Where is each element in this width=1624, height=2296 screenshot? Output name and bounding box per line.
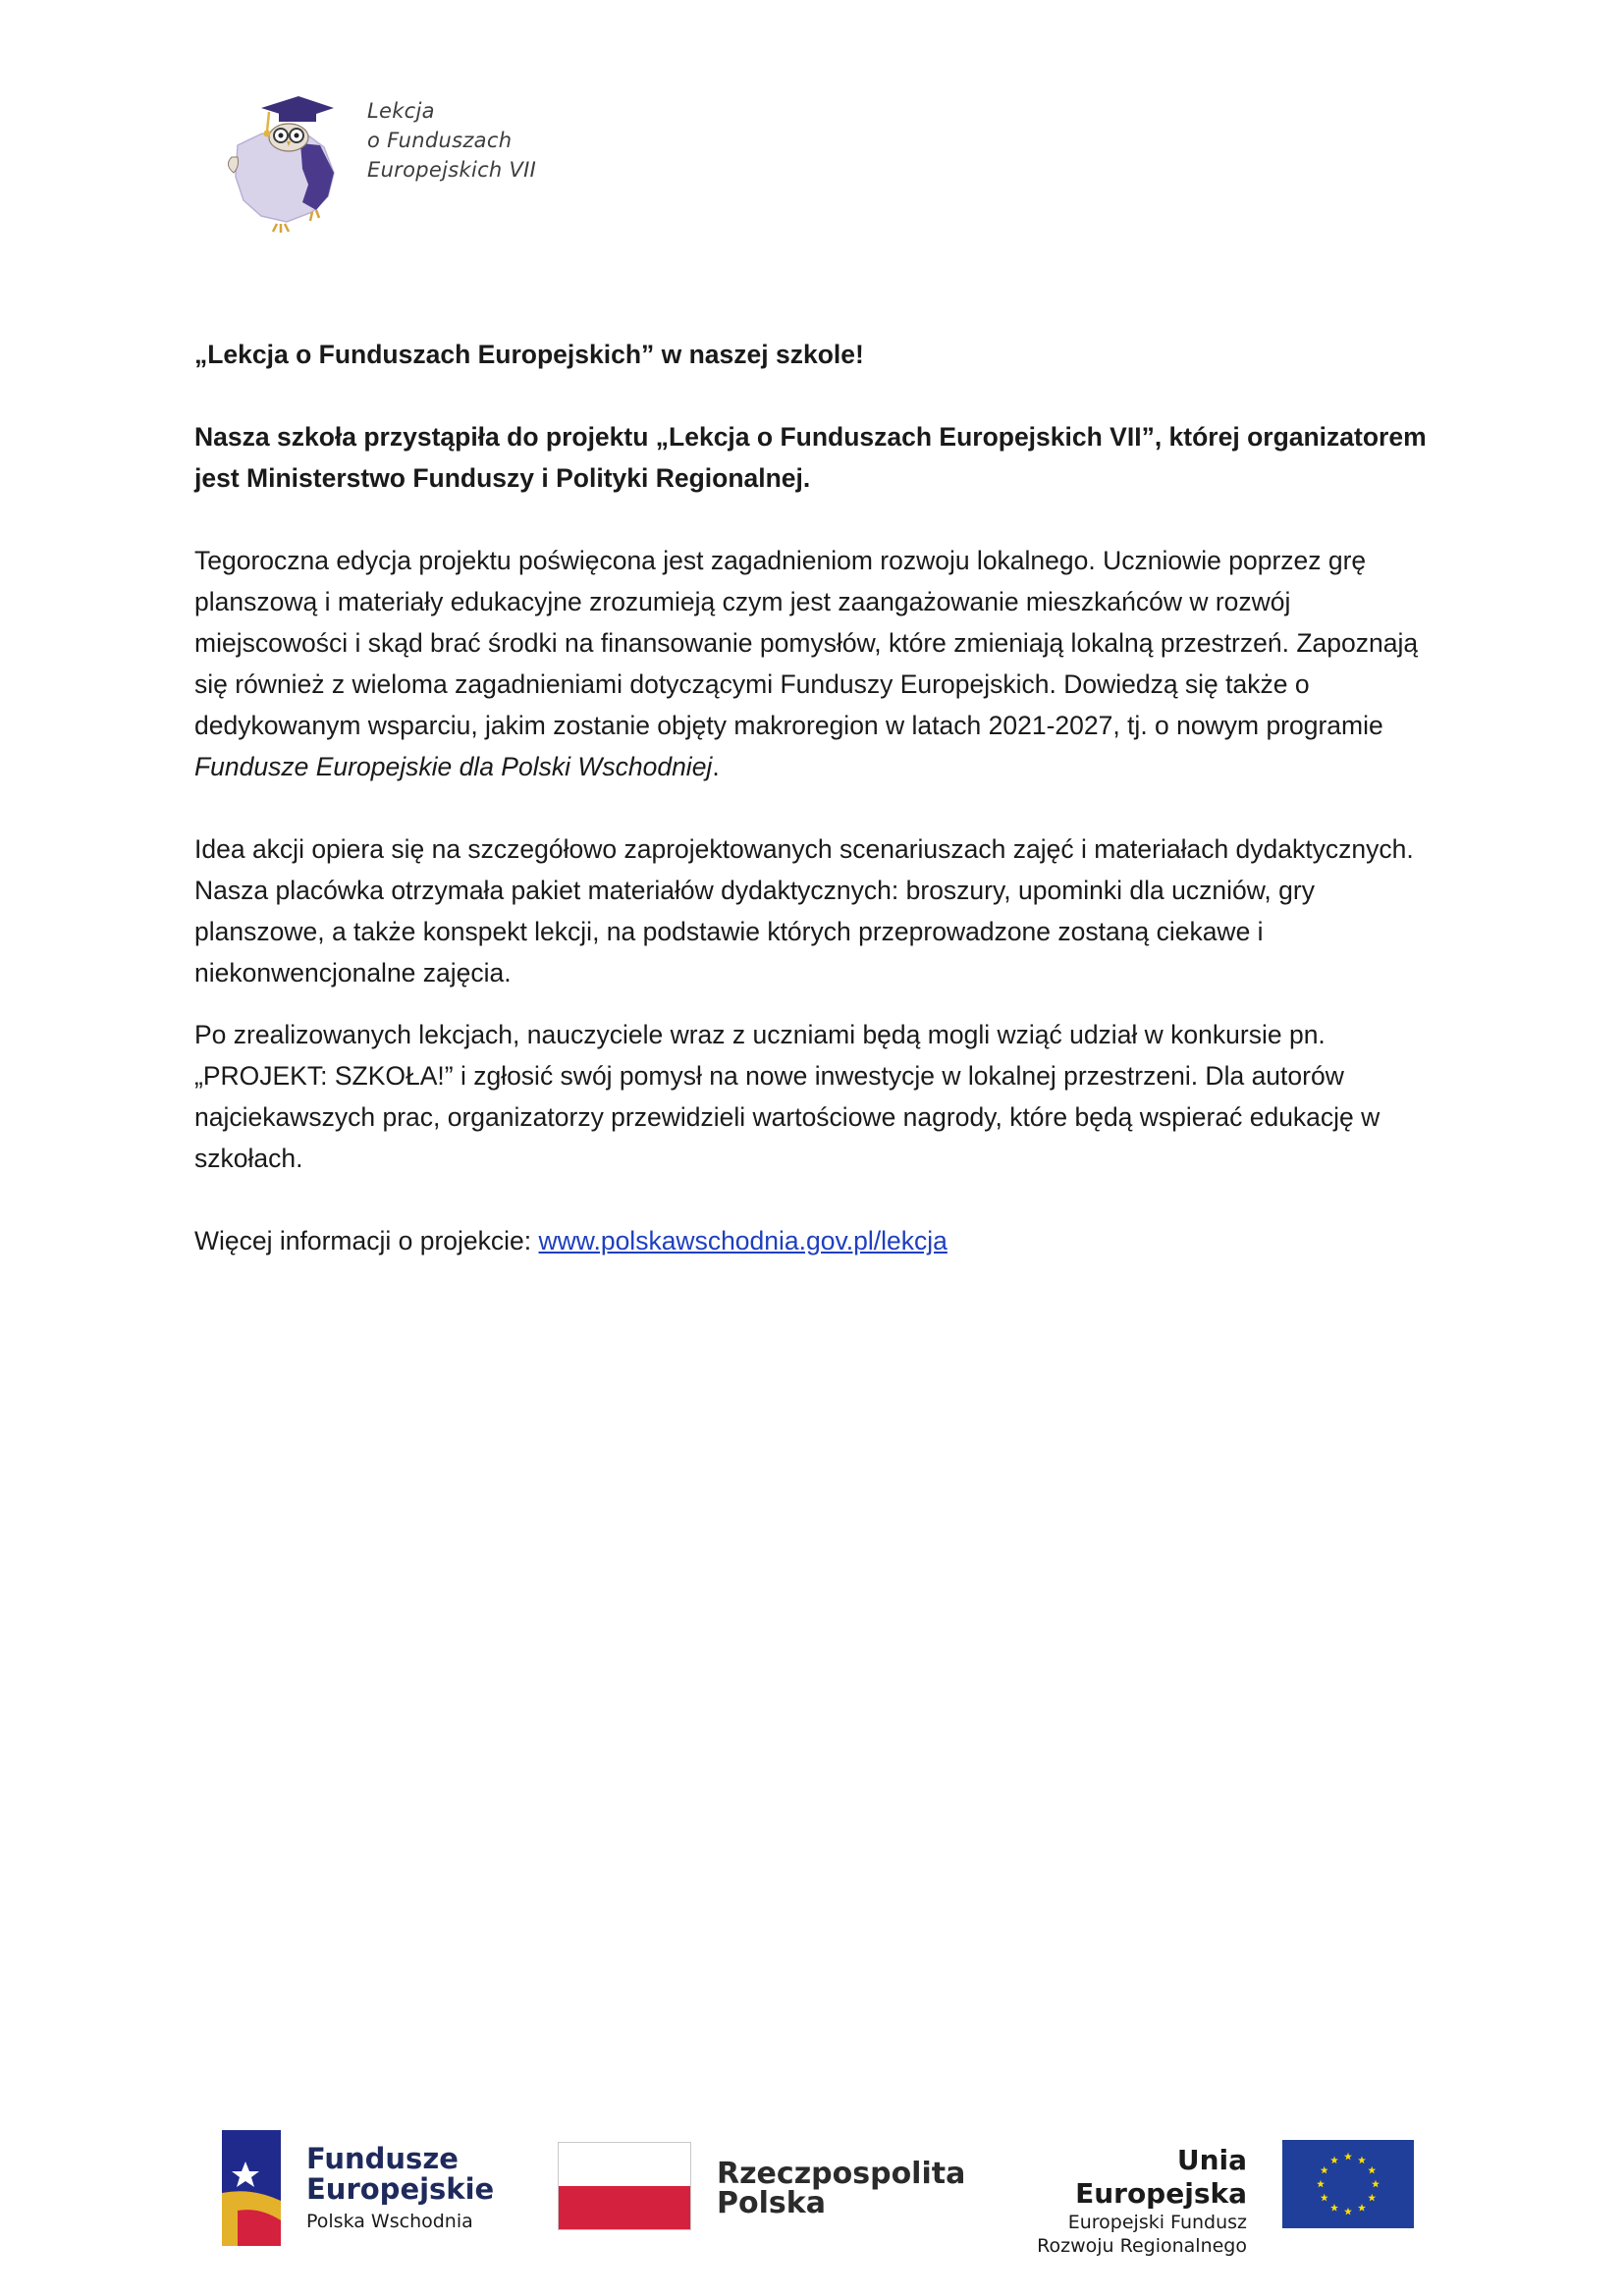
polish-flag-icon <box>558 2142 691 2230</box>
paragraph-materials: Idea akcji opiera się na szczegółowo zaprojektowanych scenariuszach zajęć i materiałach dydaktycznych. Nasza placówka otrzymała pakiet materiałów dydaktycznych: broszury, upominki dla uczniów, gry planszowe, a także konspekt lekcji, na podstawie których przeprowadzone zostaną ciekawe i niekonwencjonalne zajęcia. <box>194 834 1414 988</box>
paragraph-competition: Po zrealizowanych lekcjach, nauczyciele wraz z uczniami będą mogli wziąć udział w konkursie pn. „PROJEKT: SZKOŁA!” i zgłosić swój pomysł na nowe inwestycje w lokalnej przestrzeni. Dla autorów najciekawszych prac, organizatorzy przewidzieli wartościowe nagrody, które będą wspierać edukację w szkołach. <box>194 1020 1380 1173</box>
eu-subtitle-1: Europejski Fundusz <box>1067 2212 1247 2233</box>
paragraph-project-description <box>194 540 1432 787</box>
fundusze-europejskie-text <box>306 2144 494 2232</box>
document-body <box>194 334 1432 1261</box>
lekcja-logo <box>218 86 571 243</box>
logo-line-1: Lekcja <box>367 99 435 123</box>
fundusze-europejskie-logo <box>222 2130 497 2248</box>
fe-line-3: Polska Wschodnia <box>306 2211 473 2232</box>
funding-logos-footer <box>0 2120 1624 2258</box>
pl-line-2: Polska <box>717 2186 826 2220</box>
logo-wordmark <box>367 96 536 185</box>
page-title: „Lekcja o Funduszach Europejskich” w naszej szkole! <box>194 340 864 369</box>
intro-paragraph: Nasza szkoła przystąpiła do projektu „Lekcja o Funduszach Europejskich VII”, której organizatorem jest Ministerstwo Funduszy i Polityki Regionalnej. <box>194 422 1427 493</box>
eu-flag-icon <box>1282 2140 1414 2228</box>
paragraph-1-text: Tegoroczna edycja projektu poświęcona jest zagadnieniom rozwoju lokalnego. Uczniowie poprzez grę planszową i materiały edukacyjne zrozumieją czym jest zaangażowanie mieszkańców w rozwój miejscowości i skąd brać środki na finansowanie pomysłów, które zmieniają lokalną przestrzeń. Zapoznają się również z wieloma zagadnieniami dotyczącymi Funduszy Europejskich. Dowiedzą się także o dedykowanym wsparciu, jakim zostanie objęty makroregion w latach 2021-2027, tj. o nowym programie <box>194 546 1419 740</box>
logo-line-2: o Funduszach <box>367 129 513 152</box>
rzeczpospolita-polska-logo <box>558 2142 966 2240</box>
project-website-link[interactable]: www.polskawschodnia.gov.pl/lekcja <box>538 1226 947 1255</box>
paragraph-1-end: . <box>712 752 720 781</box>
eu-title: Unia Europejska <box>1075 2144 1247 2210</box>
unia-europejska-text <box>1021 2144 1247 2258</box>
fe-line-2: Europejskie <box>306 2172 495 2206</box>
more-info-line <box>194 1220 1432 1261</box>
fundusze-europejskie-symbol-icon <box>222 2130 289 2248</box>
unia-europejska-logo <box>1021 2130 1414 2257</box>
pl-line-1: Rzeczpospolita <box>717 2157 966 2191</box>
logo-line-3: Europejskich VII <box>367 158 537 182</box>
fe-line-1: Fundusze <box>306 2142 459 2175</box>
program-name-italic: Fundusze Europejskie dla Polski Wschodniej <box>194 752 713 781</box>
owl-mascot-icon <box>218 86 365 243</box>
rzeczpospolita-polska-text <box>717 2157 966 2220</box>
more-info-label: Więcej informacji o projekcie: <box>194 1226 539 1255</box>
eu-subtitle-2: Rozwoju Regionalnego <box>1037 2235 1247 2257</box>
